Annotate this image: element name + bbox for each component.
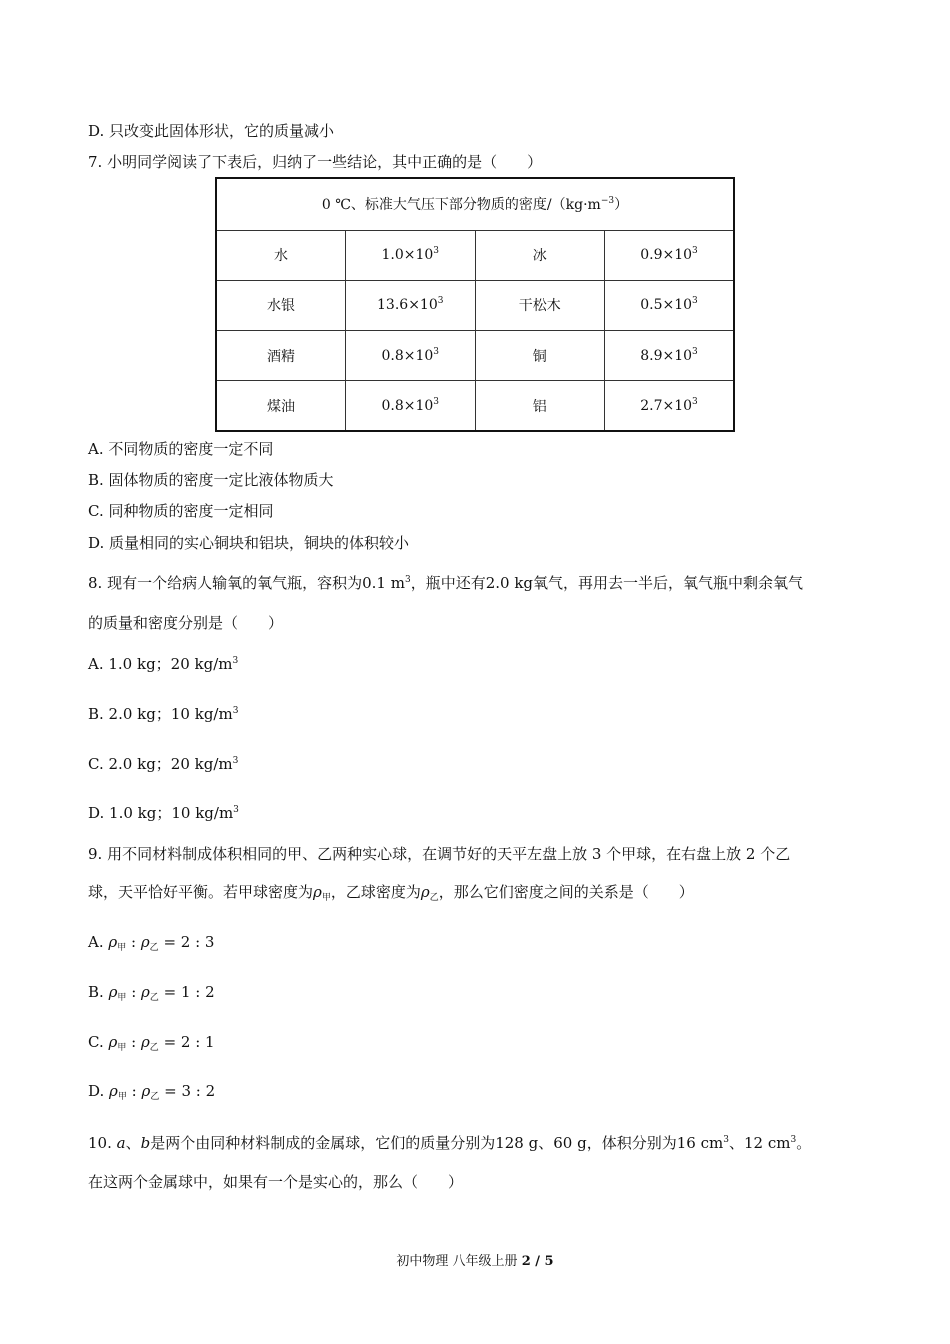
q8-option-a: A. 1.0 kg；20 $kg/m^3$	[88, 655, 239, 673]
q9-stem-line1: 9. 用不同材料制成体积相同的甲、乙两种实心球，在调节好的天平左盘上放 3 个甲球，在右盘上放 2 个乙	[88, 845, 791, 863]
substance-name: 酒精	[216, 331, 346, 381]
substance-name: 冰	[475, 230, 605, 280]
q8-option-d: D. 1.0 kg；10 $kg/m^3$	[88, 804, 239, 822]
q10-stem-line2: 在这两个金属球中，如果有一个是实心的，那么（ ）	[88, 1173, 464, 1191]
substance-name: 铜	[475, 331, 605, 381]
q9-stem-line2: 球，天平恰好平衡。若甲球密度为$\rho_甲$，乙球密度为$\rho_乙$，那么它们密度之间的关系是（ ）	[88, 883, 694, 903]
q8-stem-line2: 的质量和密度分别是（ ）	[88, 614, 284, 632]
table-row	[216, 381, 734, 431]
density-table	[215, 177, 735, 432]
q7-stem: 7. 小明同学阅读了下表后，归纳了一些结论，其中正确的是（ ）	[88, 153, 543, 171]
table-row	[216, 280, 734, 330]
q9-option-a: A. $\rho_甲$ : $\rho_乙 = 2$ : 3	[88, 933, 215, 953]
density-value: $0.5\times 10^3$	[605, 280, 735, 330]
q8-option-b: B. 2.0 kg；10 $kg/m^3$	[88, 705, 239, 723]
q9-option-d: D. $\rho_甲$ : $\rho_乙 = 3$ : 2	[88, 1082, 216, 1102]
density-value: $0.8\times 10^3$	[346, 381, 476, 431]
density-value: $13.6\times 10^3$	[346, 280, 476, 330]
density-value: $0.9\times 10^3$	[605, 230, 735, 280]
density-value: $8.9\times 10^3$	[605, 331, 735, 381]
q7-option-b: B. 固体物质的密度一定比液体物质大	[88, 471, 334, 489]
q7-option-d: D. 质量相同的实心铜块和铝块，铜块的体积较小	[88, 534, 410, 552]
density-value: $0.8\times 10^3$	[346, 331, 476, 381]
q9-option-c: C. $\rho_甲$ : $\rho_乙 = 2$ : 1	[88, 1033, 215, 1053]
q8-option-c: C. 2.0 kg；20 $kg/m^3$	[88, 755, 239, 773]
table-row	[216, 331, 734, 381]
density-value: $2.7\times 10^3$	[605, 381, 735, 431]
substance-name: 铝	[475, 381, 605, 431]
table-row	[216, 230, 734, 280]
q9-option-b: B. $\rho_甲$ : $\rho_乙 = 1$ : 2	[88, 983, 215, 1003]
substance-name: 水银	[216, 280, 346, 330]
substance-name: 水	[216, 230, 346, 280]
density-value: $1.0\times 10^3$	[346, 230, 476, 280]
page-footer: 初中物理 八年级上册 2 / 5	[396, 1254, 554, 1269]
q7-option-a: A. 不同物质的密度一定不同	[88, 440, 274, 458]
page-number: 2 / 5	[521, 1254, 554, 1269]
substance-name: 煤油	[216, 381, 346, 431]
density-table-caption: 0 ℃、标准大气压下部分物质的密度$/(kg\cdot m^{-3})$	[216, 178, 734, 230]
q8-stem-line1: 8. 现有一个给病人输氧的氧气瓶，容积为0.1 $m^3$，瓶中还有2.0 kg氧气，再用去一半后，氧气瓶中剩余氧气	[88, 574, 804, 592]
q7-option-c: C. 同种物质的密度一定相同	[88, 502, 274, 520]
substance-name: 干松木	[475, 280, 605, 330]
prev-option-d: D. 只改变此固体形状，它的质量减小	[88, 122, 335, 140]
q10-stem-line1: 10. a、b是两个由同种材料制成的金属球，它们的质量分别为128 g、60 g，体积分别为16 $cm^3$、12 $cm^3$。	[88, 1134, 812, 1152]
